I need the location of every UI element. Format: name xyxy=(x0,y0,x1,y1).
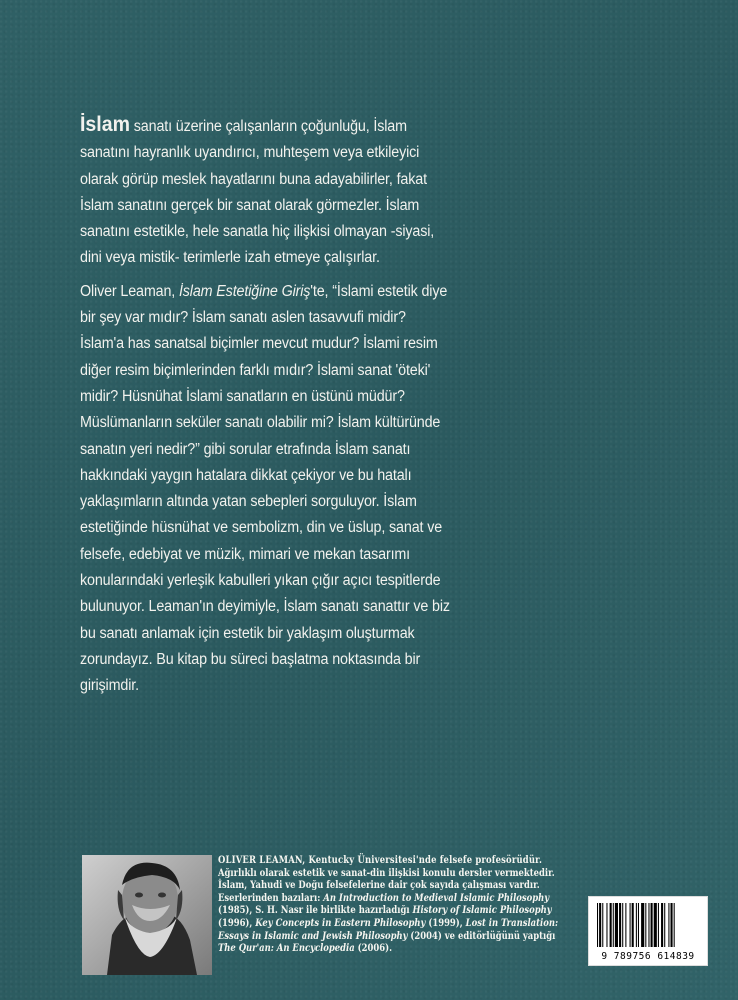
barcode-bar xyxy=(625,903,626,947)
bio-text: Eserlerinden bazıları: xyxy=(218,892,324,904)
author-section xyxy=(82,855,560,975)
barcode-bar xyxy=(664,903,665,947)
barcode-bar xyxy=(610,903,612,947)
barcode-bar xyxy=(619,903,621,947)
blurb-dropcap-word: İslam xyxy=(80,113,130,136)
bio-line-4 xyxy=(218,893,622,906)
barcode-bar xyxy=(638,903,639,947)
bio-line-8 xyxy=(218,943,622,956)
barcode-bar xyxy=(632,903,634,947)
barcode-bar xyxy=(661,903,663,947)
barcode-bar xyxy=(636,903,637,947)
barcode-bar xyxy=(622,903,623,947)
barcode-bar xyxy=(602,903,603,947)
bio-line-2: Ağırlıklı olarak estetik ve sanat-din ilişkisi konulu dersler vermektedir. xyxy=(218,867,555,879)
author-photo xyxy=(82,855,212,975)
barcode-bar xyxy=(641,903,644,947)
blurb-paragraph-1 xyxy=(80,112,452,272)
back-cover-blurb xyxy=(80,112,452,707)
bio-text: (2006). xyxy=(354,943,393,955)
blurb-book-title: İslam Estetiğine Giriş xyxy=(178,282,311,300)
bio-book-title: Lost in Translation: xyxy=(465,917,559,929)
barcode-bar xyxy=(674,903,675,947)
barcode-bar xyxy=(651,903,653,947)
blurb-paragraph-1-text: sanatı üzerine çalışanların çoğunluğu, İslam sanatını hayranlık uyandırıcı, muhteşem veya etkileyici olarak görüp meslek hayatlarını buna adayabilirler, fakat İslam sanatını gerçek bir sanat olarak görmezler. İslam sanatını estetikle, hele sanatla hiç ilişkisi olmayan -siyasi, dini veya mistik- terimlerle izah etmeye çalışırlar. xyxy=(80,118,435,267)
bio-book-title: Key Concepts in Eastern Philosophy xyxy=(255,917,426,929)
author-bio xyxy=(218,855,622,956)
bio-text: (1985), S. H. Nasr ile birlikte hazırladığı xyxy=(218,905,413,917)
barcode-bar xyxy=(648,903,649,947)
isbn-number: 9 789756 614839 xyxy=(601,951,695,962)
barcode-bar xyxy=(630,903,631,947)
bio-line-5 xyxy=(218,905,622,918)
blurb-paragraph-2 xyxy=(80,279,452,700)
bio-text: (1996), xyxy=(218,917,256,929)
bio-text: (2004) ve editörlüğünü yaptığı xyxy=(407,930,556,942)
barcode-bar xyxy=(671,903,673,947)
bio-book-title: Essays in Islamic and Jewish Philosophy xyxy=(218,930,408,942)
bio-line-7 xyxy=(218,931,622,944)
bio-book-title: History of Islamic Philosophy xyxy=(412,905,552,917)
isbn-barcode xyxy=(588,896,708,966)
barcode-bar xyxy=(613,903,614,947)
barcode-bar xyxy=(658,903,659,947)
bio-book-title: The Qur'an: An Encyclopedia xyxy=(218,943,355,955)
barcode-bars xyxy=(595,903,701,947)
blurb-author-name: Oliver Leaman, xyxy=(80,282,179,300)
barcode-bar xyxy=(606,903,607,947)
bio-line-6 xyxy=(218,918,622,931)
bio-line-3: İslam, Yahudi ve Doğu felsefelerine dair çok sayıda çalışması vardır. xyxy=(218,880,540,892)
blurb-paragraph-2-text: 'te, “İslami estetik diye bir şey var mıdır? İslam sanatı aslen tasavvufi midir? İslam'a has sanatsal biçimler mevcut mudur? İslami resim diğer resim biçimlerinden farklı mıdır? İslami sanat 'öteki' midir? Hüsnühat İslami sanatların en üstünü müdür? Müslümanların seküler sanatı olabilir mi? İslam kültüründe sanatın yeri nedir?” gibi sorular etrafında İslam sanatı hakkındaki yaygın hatalara dikkat çekiyor ve bu hatalı yaklaşımların altında yatan sebepleri sorguluyor. İslam estetiğinde hüsnühat ve sembolizm, din ve üslup, sanat ve felsefe, edebiyat ve müzik, mimari ve mekan tasarımı konularındaki yerleşik kabulleri yıkan çığır açıcı tespitlerde bulunuyor. Leaman'ın deyimiyle, İslam sanatı sanattır ve biz bu sanatı anlamak için estetik bir yaklaşım oluşturmak zorundayız. Bu kitap bu süreci başlatma noktasında bir girişimdir. xyxy=(80,282,450,695)
barcode-bar xyxy=(615,903,618,947)
bio-text: (1999), xyxy=(425,917,466,929)
barcode-bar xyxy=(668,903,669,947)
bio-line-1: OLIVER LEAMAN, Kentucky Üniversitesi'nde felsefe profesörüdür. xyxy=(218,855,543,866)
barcode-bar xyxy=(599,903,601,947)
barcode-bar xyxy=(654,903,657,947)
barcode-bar xyxy=(645,903,646,947)
barcode-bar xyxy=(597,903,598,947)
bio-book-title: An Introduction to Medieval Islamic Philosophy xyxy=(323,892,550,904)
